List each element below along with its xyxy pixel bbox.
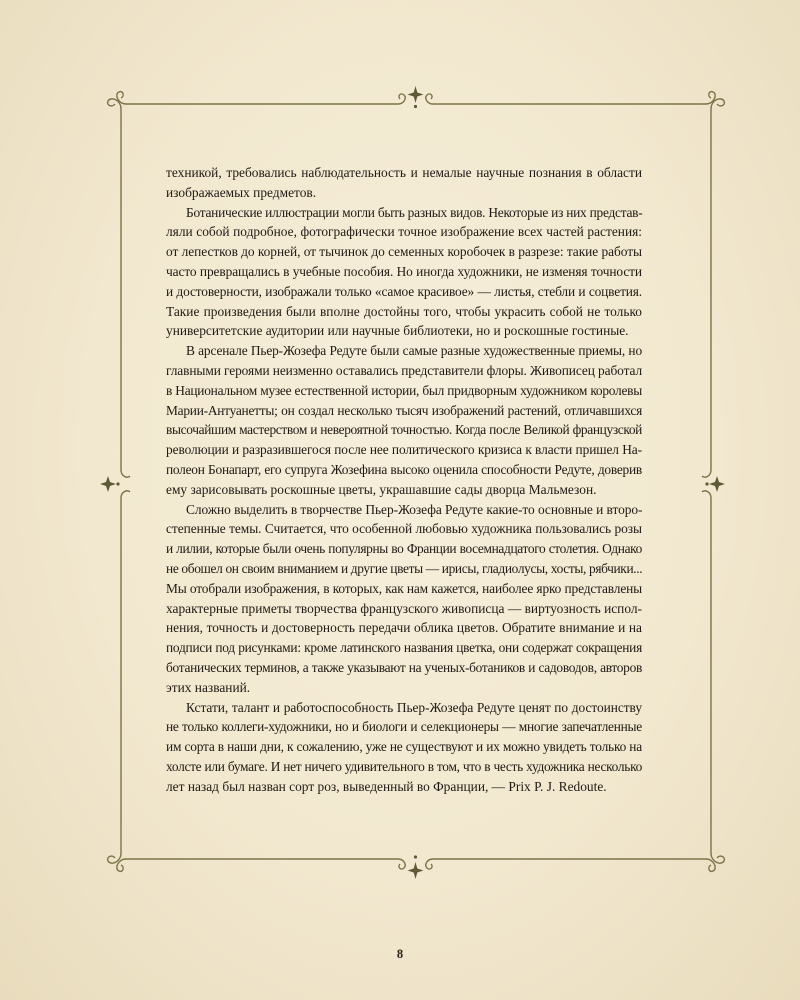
paragraph [166, 203, 642, 342]
text-line: подписи под рисунками: кроме латинского названия цветка, они содержат сокращения [166, 640, 642, 656]
text-line: ему зарисовывать роскошные цветы, украшавшие сады дворца Мальмезон. [166, 481, 597, 497]
text-line: Кстати, талант и работоспособность Пьер-Жозефа Редуте ценят по достоинству [186, 699, 642, 715]
text-line: В арсенале Пьер-Жозефа Редуте были самые разные художественные приемы, но [186, 343, 642, 359]
text-line: Мы отобрали изображения, в которых, как нам кажется, наиболее ярко представлены [166, 580, 642, 596]
text-line: Такие произведения были вполне достойны того, чтобы украсить собой не только [166, 303, 642, 319]
body-text [166, 163, 642, 797]
text-line: полеон Бонапарт, его супруга Жозефина высоко оценила способности Редуте, доверив [166, 461, 642, 477]
text-line: ляли собой подробное, фотографически точное изображение всех частей растения: [166, 224, 642, 240]
paragraph [166, 500, 642, 698]
text-line: им сорта в наши дни, к сожалению, уже не существуют и их можно увидеть только на [166, 739, 642, 755]
text-line: от лепестков до корней, от тычинок до семенных коробочек в разрезе: такие работы [166, 244, 642, 260]
text-line: и лилии, которые были очень популярны во Франции восемнадцатого столетия. Однако [166, 541, 642, 557]
text-line: холсте или бумаге. И нет ничего удивительного в том, что в честь художника несколько [166, 758, 642, 774]
text-line: в Национальном музее естественной истории, был придворным художником королевы [166, 382, 642, 398]
text-line: не обошел он своим вниманием и другие цветы — ирисы, гладиолусы, хосты, рябчики... [166, 560, 643, 576]
text-line: этих названий. [166, 679, 251, 695]
paragraph [166, 341, 642, 499]
text-line: Сложно выделить в творчестве Пьер-Жозефа Редуте какие-то основные и второ- [186, 501, 643, 517]
text-line: революции и разразившегося после нее политического кризиса к власти пришел На- [166, 442, 642, 458]
page-number: 8 [396, 947, 404, 961]
text-line: нения, точность и достоверность передачи облика цветов. Обратите внимание и на [166, 620, 642, 636]
text-line: часто превращались в учебные пособия. Но иногда художники, не изменяя точности [166, 263, 642, 279]
text-line: техникой, требовались наблюдательность и немалые научные познания в области [166, 165, 642, 180]
text-line: университетские аудитории или научные библиотеки, но и роскошные гостиные. [166, 323, 629, 339]
text-line: характерные приметы творчества французского живописца — виртуозность испол- [166, 600, 642, 616]
text-line: высочайшим мастерством и невероятной точностью. Когда после Великой французской [166, 422, 642, 438]
text-line: и достоверности, изображали только «самое красивое» — листья, стебли и соцветия. [166, 283, 642, 299]
paragraph [166, 163, 642, 203]
text-line: ботанических терминов, а также указывают на ученых-ботаников и садоводов, авторов [166, 659, 642, 675]
text-line: не только коллеги-художники, но и биологи и селекционеры — многие запечатленные [166, 719, 642, 735]
text-line: лет назад был назван сорт роз, выведенный во Франции, — Prix P. J. Redoute. [166, 778, 607, 794]
text-line: главными героями неизменно оставались представители флоры. Живописец работал [166, 362, 643, 378]
paragraph [166, 698, 642, 797]
text-line: Марии-Антуанетты; он создал несколько тысяч изображений растений, отличавшихся [166, 402, 642, 418]
text-line: Ботанические иллюстрации могли быть разных видов. Некоторые из них представ- [186, 204, 643, 220]
text-line: степенные темы. Считается, что особенной любовью художника пользовались розы [166, 521, 642, 537]
text-line: изображаемых предметов. [166, 184, 317, 200]
